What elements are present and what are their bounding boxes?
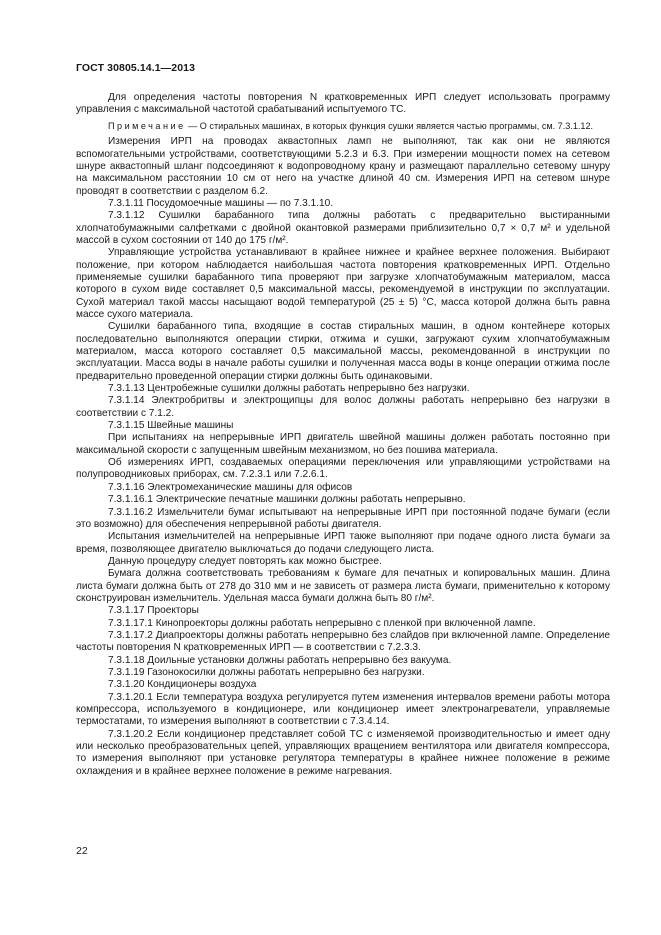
paragraph: 7.3.1.15 Швейные машины [108,420,234,432]
note-dash: — [185,120,200,131]
paragraph: 7.3.1.13 Центробежные сушилки должны работать непрерывно без нагрузки. [108,383,470,395]
paragraph: Бумага должна соответствовать требованиям к бумаге для печатных и копировальных машин. Длина листа бумаги должна быть от 278 до 310 мм и не зависеть от размера листа бумаги, применительно к которому сконструирован измельчитель. Удельная масса бумаги должна быть 80 г/м². [76,568,610,604]
note-text: О стиральных машинах, в которых функция сушки является частью программы, см. 7.3.1.12. [199,120,594,131]
paragraph: 7.3.1.16.1 Электрические печатные машинки должны работать непрерывно. [108,494,466,506]
paragraph: Управляющие устройства устанавливают в крайнее нижнее и крайнее верхнее положения. Выбирают положение, при котором наблюдается наибольшая частота повторения кратковременных ИРП. Отдельно применяемые сушилки барабанного типа проверяют при загрузке хлопчатобумажным материалом, масса которого в сухом виде составляет 0,5 максимальной массы, рекомендуемой в инструкции по эксплуатации. Сухой материал такой массы насыщают водой температурой (25 ± 5) °С, масса которой должна быть равна массе сухого материала. [76,247,610,320]
paragraph: Для определения частоты повторения N кратковременных ИРП следует использовать программу управления с максимальной частотой срабатываний испытуемого ТС. [76,92,610,116]
paragraph: 7.3.1.11 Посудомоечные машины — по 7.3.1.10. [108,197,333,209]
paragraph: 7.3.1.12 Сушилки барабанного типа должны работать с предварительно выстиранными хлопчатобумажными салфетками с двойной окантовкой размерами приблизительно 0,7 × 0,7 м² и удельной массой в сухом состоянии от 140 до 175 г/м². [76,210,610,246]
page-header-title: ГОСТ 30805.14.1—2013 [76,62,196,74]
paragraph: 7.3.1.17.2 Диапроекторы должны работать непрерывно без слайдов при включенной лампе. Определение частоты повторения N кратковременных ИРП — в соответствии с 7.2.3.3. [76,629,610,654]
paragraph: 7.3.1.20 Кондиционеры воздуха [108,679,257,691]
page-number: 22 [76,845,88,857]
paragraph: Об измерениях ИРП, создаваемых операциями переключения или управляющими устройствами на полупроводниковых приборах, см. 7.2.3.1 или 7.2.6.1. [76,457,610,481]
paragraph: 7.3.1.16.2 Измельчители бумаг испытывают на непрерывные ИРП при постоянной подаче бумаги (если это возможно) для обеспечения непрерывной работы двигателя. [76,506,610,530]
paragraph: Измерения ИРП на проводах аквастопных ламп не выполняют, так как они не являются вспомогательными устройствами, соответствующими 5.2.3 и 6.3. При измерении мощности помех на сетевом шнуре аквастопный шланг подсоединяют к водопроводному крану и размещают параллельно сетевому шнуру на максимальном расстоянии 10 см от него на участке длиной 40 см. Измерения ИРП на сетевом шнуре проводят в соответствии с разделом 6.2. [76,136,610,197]
paragraph: Сушилки барабанного типа, входящие в состав стиральных машин, в одном контейнере которых последовательно выполняются операции стирки, отжима и сушки, загружают сухим хлопчатобумажным материалом, масса которого составляет 0,5 максимальной массы, рекомендованной в инструкции по эксплуатации. Масса воды в начале работы сушилки и полученная масса воды в конце операции отжима после предварительно проведенной операции стирки должны быть одинаковыми. [76,321,610,382]
paragraph: 7.3.1.20.2 Если кондиционер представляет собой ТС с изменяемой производительностью и имеет одну или несколько преобразовательных цепей, управляющих вращением вентилятора или двигателя компрессора, то измерения выполняют при установке регулятора температуры в крайнее нижнее положение в режиме охлаждения и в крайнее верхнее положение в режиме нагревания. [76,728,610,777]
note-label: Примечание [108,120,186,131]
note [76,121,610,133]
paragraph: 7.3.1.18 Доильные установки должны работать непрерывно без вакуума. [108,654,452,666]
paragraph: 7.3.1.16 Электромеханические машины для офисов [108,481,353,493]
paragraph: 7.3.1.19 Газонокосилки должны работать непрерывно без нагрузки. [108,666,425,678]
paragraph: 7.3.1.14 Электробритвы и электрощипцы для волос должны работать непрерывно без нагрузки в соответствии с 7.1.2. [76,395,610,419]
paragraph: При испытаниях на непрерывные ИРП двигатель швейной машины должен работать постоянно при максимальной скорости с запущенным швейным механизмом, но без пошива материала. [76,432,610,456]
paragraph: Данную процедуру следует повторять как можно быстрее. [108,555,382,567]
paragraph: 7.3.1.20.1 Если температура воздуха регулируется путем изменения интервалов времени работы мотора компрессора, используемого в кондиционере, или кондиционер имеет электронагреватели, управляемые термостатами, то измерения выполняют в соответствии с 7.3.4.14. [76,691,610,728]
paragraph: Испытания измельчителей на непрерывные ИРП также выполняют при подаче одного листа бумаги за время, позволяющее двигателю выключаться до подачи следующего листа. [76,531,610,555]
paragraph: 7.3.1.17.1 Кинопроекторы должны работать непрерывно с пленкой при включенной лампе. [108,617,536,629]
document-body [76,92,610,778]
paragraph: 7.3.1.17 Проекторы [108,605,199,617]
